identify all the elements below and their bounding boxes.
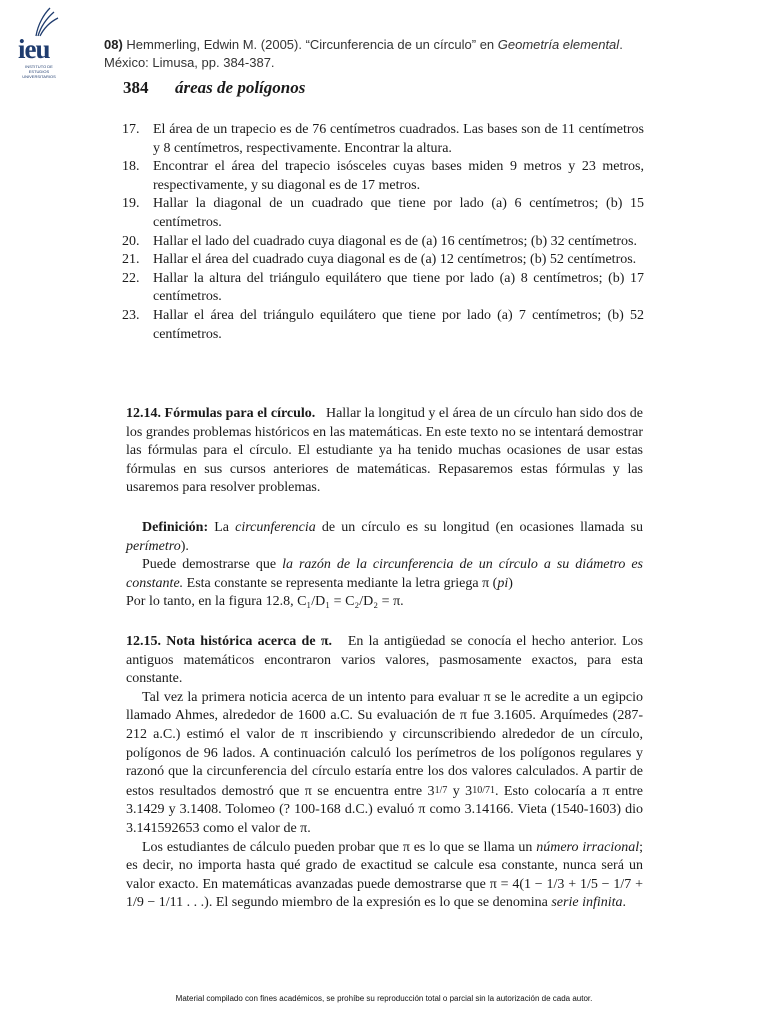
exercise-text: Hallar la altura del triángulo equilátero que tiene por lado (a) 8 centímetros; (b) 17 centímetros. <box>153 270 644 305</box>
term-italic: número irracional <box>536 839 640 855</box>
demo-italic: la razón de la circunferencia de un círculo a su diámetro es constante. <box>126 557 643 591</box>
term-italic: serie infinita <box>551 895 623 911</box>
definition-text-3: ). <box>180 538 189 554</box>
paragraph-text: . <box>622 895 627 911</box>
exercise-item <box>122 233 644 252</box>
paragraph-text: y 3 <box>447 783 473 799</box>
citation-book-title: Geometría elemental <box>497 37 620 52</box>
exercise-text: Hallar el área del cuadrado cuya diagonal es de (a) 12 centímetros; (b) 52 centímetros. <box>153 252 637 268</box>
exercise-item <box>122 270 644 307</box>
paragraph-text: Los estudiantes de cálculo pueden probar que π es lo que se llama un <box>142 839 537 855</box>
page-number: 384 <box>123 78 149 97</box>
definition-text: La <box>208 520 236 535</box>
exercise-number: 17. <box>122 122 140 137</box>
fraction: 1/7 <box>434 784 448 796</box>
definition-term: circunferencia <box>235 520 316 535</box>
exercise-text: Hallar la diagonal de un cuadrado que tiene por lado (a) 6 centímetros; (b) 15 centímetros. <box>153 196 644 230</box>
citation-text: Hemmerling, Edwin M. (2005). “Circunferencia de un círculo” en <box>122 37 498 52</box>
section-heading: 12.14. Fórmulas para el círculo. <box>126 406 316 421</box>
exercise-number: 23. <box>122 307 140 323</box>
demo-text-2: Esta constante se representa mediante la letra griega π ( <box>183 575 498 591</box>
logo-wordmark: ieu <box>18 34 50 64</box>
exercise-item <box>122 158 644 195</box>
section-12-15 <box>126 633 643 913</box>
logo-subtitle: INSTITUTO DE ESTUDIOS UNIVERSITARIOS <box>22 64 56 79</box>
chapter-title: áreas de polígonos <box>175 78 306 97</box>
exercise-item <box>122 251 644 270</box>
running-head <box>123 78 305 98</box>
exercise-number: 19. <box>122 196 140 212</box>
exercise-number: 20. <box>122 233 140 249</box>
citation-publisher: México: Limusa, pp. 384-387. <box>104 55 275 70</box>
citation-text-end: . <box>619 37 623 52</box>
exercise-text: Encontrar el área del trapecio isósceles cuyas bases miden 9 metros y 23 metros, respectivamente, y su diagonal es de 17 metros. <box>153 159 644 193</box>
exercise-text: Hallar el área del triángulo equilátero que tiene por lado (a) 7 centímetros; (b) 52 centímetros. <box>153 307 644 342</box>
section-12-14 <box>126 405 643 498</box>
exercise-list <box>122 121 644 344</box>
demo-text: Puede demostrarse que <box>142 557 283 573</box>
exercise-number: 22. <box>122 270 140 286</box>
paragraph-text: Tal vez la primera noticia acerca de un intento para evaluar π se le acredite a un egipcio llamado Ahmes, alrededor de 1600 a.C. Su evaluación de π fue 3.1605. Arquímedes (287-212 a.C.) estimó el valor de π inscribiendo y circunscribiendo alrededor de un círculo, polígonos de 96 lados. A continuación calculó los perímetros de los polígonos regulares y razonó que la circunferencia del círculo estaría entre los dos valores calculados. A partir de estos resultados demostró que π se encuentra entre 3 <box>126 689 643 799</box>
source-citation <box>104 36 744 72</box>
demo-formula-line: Por lo tanto, en la figura 12.8, C₁/D₁ = C₂/D₂ = π. <box>126 594 404 610</box>
copyright-footer: Material compilado con fines académicos, se prohíbe su reproducción total o parcial sin la autorización de cada autor. <box>175 994 593 1003</box>
section-body: Hallar la longitud y el área de un círculo han sido dos de los grandes problemas históricos en las matemáticas. En este texto no se intentará demostrar las fórmulas para el círculo. El estudiante ya ha tenido muchas ocasiones de usar estas fórmulas en sus cursos anteriores de matemáticas. Repasaremos estas fórmulas y las usaremos para resolver problemas. <box>126 406 644 496</box>
definition-block <box>126 519 643 612</box>
exercise-text: Hallar el lado del cuadrado cuya diagonal es de (a) 16 centímetros; (b) 32 centímetros. <box>153 233 637 249</box>
pi-word: pi <box>497 575 509 591</box>
definition-text-2: de un círculo es su longitud (en ocasiones llamada su <box>315 520 643 535</box>
demo-text-3: ) <box>508 575 513 591</box>
exercise-number: 21. <box>122 252 140 268</box>
section-heading: 12.15. Nota histórica acerca de π. <box>126 634 332 649</box>
exercise-item <box>122 121 644 158</box>
definition-label: Definición: <box>142 520 209 535</box>
citation-number: 08) <box>104 37 123 52</box>
paragraph-text: ; es decir, no importa hasta qué grado de exactitud se calcule esa constante, nunca será un valor exacto. En matemáticas avanzadas puede demostrarse que π = 4(1 − 1/3 + 1/5 − 1/7 + 1/9 − 1/11 . . .). El segundo miembro de la expresión es lo que se denomina <box>126 839 643 911</box>
fraction: 10/71 <box>472 784 495 796</box>
exercise-item <box>122 195 644 232</box>
definition-term-2: perímetro <box>126 538 181 554</box>
exercise-item <box>122 307 644 344</box>
exercise-text: El área de un trapecio es de 76 centímetros cuadrados. Las bases son de 11 centímetros y 8 centímetros, respectivamente. Encontrar la altura. <box>153 122 644 156</box>
section-body: En la antigüedad se conocía el hecho anterior. Los antiguos matemáticos encontraron varios valores, pasmosamente exactos, para esta constante. <box>126 634 644 687</box>
paragraph-text: . Esto colocaría a π entre 3.1429 y 3.1408. Tolomeo (? 100-168 d.C.) evaluó π como 3.14166. Vieta (1540-1603) dio 3.141592653 como el valor de π. <box>126 783 644 836</box>
exercise-number: 18. <box>122 159 140 175</box>
